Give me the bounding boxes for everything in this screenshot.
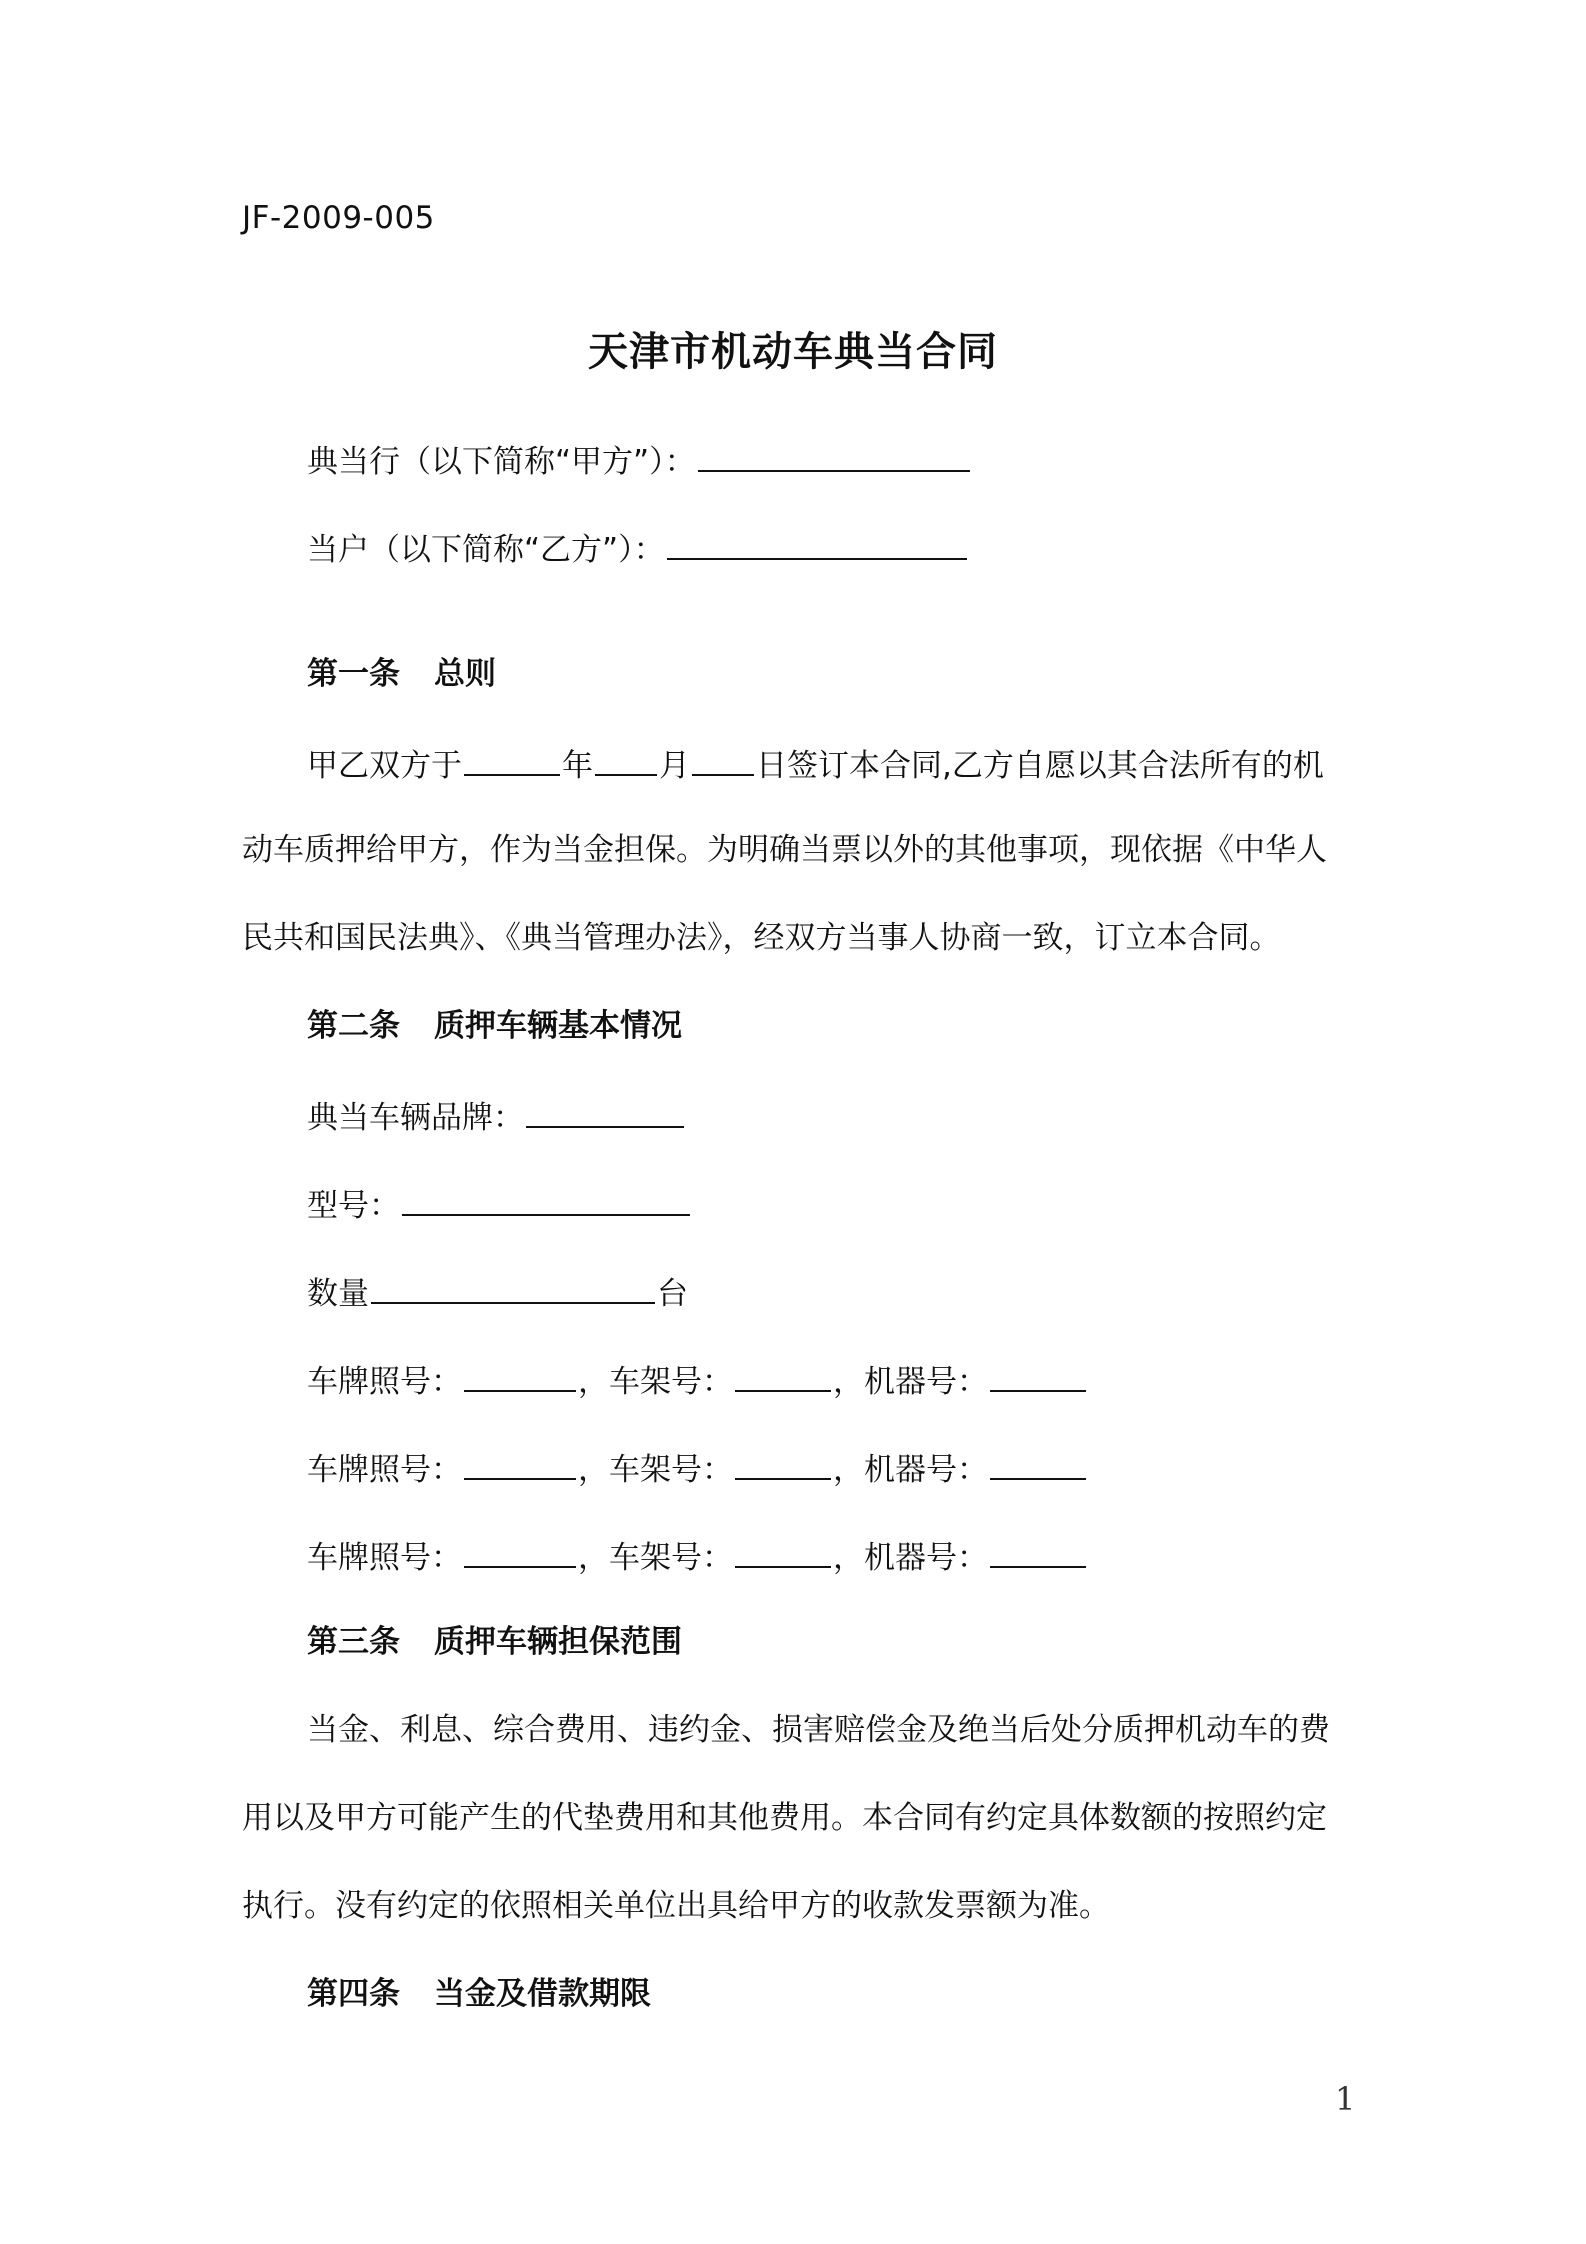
vehicle-row-3	[307, 1532, 1088, 1580]
article3-number: 第三条	[307, 1624, 400, 1660]
party-a-line	[307, 436, 972, 484]
article1-title: 总则	[434, 656, 496, 692]
article1-paragraph-line1	[307, 740, 1324, 788]
article1-paragraph-line2: 动车质押给甲方，作为当金担保。为明确当票以外的其他事项，现依据《中华人	[242, 832, 1327, 868]
article3-paragraph-line2: 用以及甲方可能产生的代垫费用和其他费用。本合同有约定具体数额的按照约定	[242, 1800, 1327, 1836]
contract-title: 天津市机动车典当合同	[588, 329, 998, 375]
article1-number: 第一条	[307, 656, 400, 692]
quantity-label: 数量	[307, 1276, 369, 1312]
frame-blank-1[interactable]	[735, 1356, 831, 1392]
engine-blank-1[interactable]	[990, 1356, 1086, 1392]
article1-heading	[307, 652, 496, 696]
engine-label: ，机器号：	[833, 1364, 988, 1400]
vehicle-row-2	[307, 1444, 1088, 1492]
model-blank[interactable]	[402, 1180, 690, 1216]
brand-line	[307, 1092, 686, 1140]
brand-label: 典当车辆品牌：	[307, 1100, 524, 1136]
month-label: 月	[659, 748, 690, 784]
party-b-label: 当户（以下简称“乙方”）：	[307, 532, 665, 568]
model-label: 型号：	[307, 1188, 400, 1224]
year-label: 年	[562, 748, 593, 784]
plate-label: 车牌照号：	[307, 1452, 462, 1488]
plate-label: 车牌照号：	[307, 1364, 462, 1400]
model-line	[307, 1180, 692, 1228]
sign-year-blank[interactable]	[464, 740, 560, 776]
article3-paragraph-line3: 执行。没有约定的依照相关单位出具给甲方的收款发票额为准。	[242, 1888, 1110, 1924]
article4-number: 第四条	[307, 1976, 400, 2012]
frame-blank-3[interactable]	[735, 1532, 831, 1568]
plate-blank-2[interactable]	[464, 1444, 576, 1480]
plate-label: 车牌照号：	[307, 1540, 462, 1576]
party-b-blank[interactable]	[667, 524, 967, 560]
engine-blank-2[interactable]	[990, 1444, 1086, 1480]
article1-text-prefix: 甲乙双方于	[307, 748, 462, 784]
article3-paragraph-line1: 当金、利息、综合费用、违约金、损害赔偿金及绝当后处分质押机动车的费	[307, 1712, 1330, 1748]
frame-label: ，车架号：	[578, 1452, 733, 1488]
article4-heading	[307, 1972, 651, 2016]
party-b-line	[307, 524, 969, 572]
plate-blank-3[interactable]	[464, 1532, 576, 1568]
article2-heading	[307, 1004, 682, 1048]
quantity-blank[interactable]	[371, 1268, 655, 1304]
article3-title: 质押车辆担保范围	[434, 1624, 682, 1660]
frame-label: ，车架号：	[578, 1540, 733, 1576]
brand-blank[interactable]	[526, 1092, 684, 1128]
article4-title: 当金及借款期限	[434, 1976, 651, 2012]
quantity-line	[307, 1268, 688, 1316]
article2-title: 质押车辆基本情况	[434, 1008, 682, 1044]
engine-label: ，机器号：	[833, 1540, 988, 1576]
frame-blank-2[interactable]	[735, 1444, 831, 1480]
quantity-unit: 台	[657, 1276, 688, 1312]
article1-text-suffix: 日签订本合同,乙方自愿以其合法所有的机	[756, 748, 1324, 784]
article1-paragraph-line3: 民共和国民法典》、《典当管理办法》，经双方当事人协商一致，订立本合同。	[242, 920, 1281, 956]
engine-blank-3[interactable]	[990, 1532, 1086, 1568]
document-code: JF-2009-005	[242, 200, 435, 236]
sign-day-blank[interactable]	[692, 740, 754, 776]
engine-label: ，机器号：	[833, 1452, 988, 1488]
vehicle-row-1	[307, 1356, 1088, 1404]
article2-number: 第二条	[307, 1008, 400, 1044]
plate-blank-1[interactable]	[464, 1356, 576, 1392]
page-number: 1	[1335, 2080, 1356, 2118]
frame-label: ，车架号：	[578, 1364, 733, 1400]
party-a-label: 典当行（以下简称“甲方”）：	[307, 444, 696, 480]
article3-heading	[307, 1620, 682, 1664]
party-a-blank[interactable]	[698, 436, 970, 472]
sign-month-blank[interactable]	[595, 740, 657, 776]
